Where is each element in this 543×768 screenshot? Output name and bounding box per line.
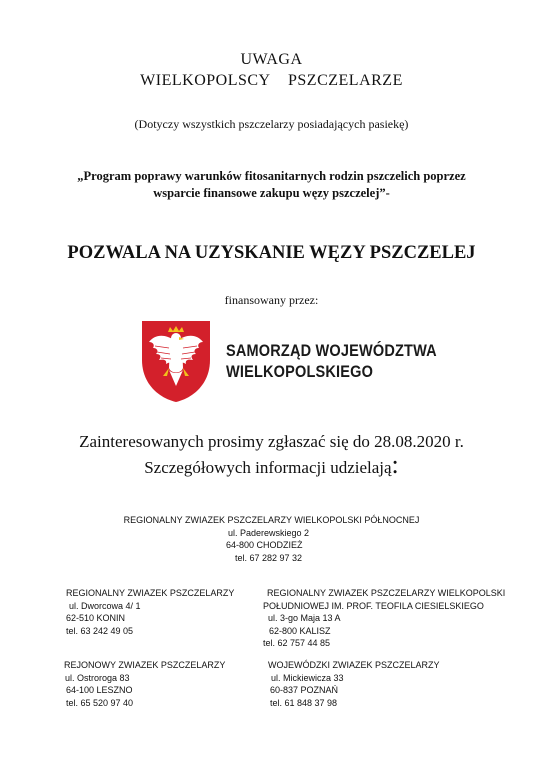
contact-poznan [268, 659, 440, 709]
info-notice [0, 450, 543, 479]
program-line-1: „Program poprawy warunków fitosanitarnych rodzin pszczelich poprzez [77, 169, 466, 183]
logo-text-line-2: WIELKOPOLSKIEGO [226, 363, 374, 381]
coat-of-arms-logo [139, 318, 213, 404]
contact-south-name-2: POŁUDNIOWEJ IM. PROF. TEOFILA CIESIELSKIEGO [263, 600, 484, 611]
contact-konin [66, 587, 234, 637]
contact-south-name-1: REGIONALNY ZWIAZEK PSZCZELARZY WIELKOPOLSKI [267, 588, 506, 598]
contact-leszno-name: REJONOWY ZWIAZEK PSZCZELARZY [64, 660, 226, 670]
headline: POZWALA NA UZYSKANIE WĘZY PSZCZELEJ [67, 243, 476, 263]
contact-konin-phone: tel. 63 242 49 05 [66, 625, 134, 636]
contact-leszno [64, 659, 225, 709]
deadline-notice: Zainteresowanych prosimy zgłaszać się do 28.08.2020 r. [79, 432, 464, 451]
contact-north-city: 64-800 CHODZIEŻ [226, 540, 303, 550]
contact-konin-street: ul. Dworcowa 4/ 1 [69, 600, 141, 611]
subtitle: (Dotyczy wszystkich pszczelarzy posiadających pasiekę) [134, 117, 409, 131]
contact-leszno-city: 64-100 LESZNO [66, 685, 133, 695]
contact-south-city: 62-800 KALISZ [269, 625, 331, 636]
contact-leszno-phone: tel. 65 520 97 40 [66, 697, 134, 708]
heading-beekeepers: WIELKOPOLSCY PSZCZELARZE [140, 72, 403, 89]
logo-text-line-1: SAMORZĄD WOJEWÓDZTWA [226, 342, 437, 360]
contact-poznan-name: WOJEWÓDZKI ZWIAZEK PSZCZELARZY [268, 660, 440, 670]
contact-konin-name: REGIONALNY ZWIAZEK PSZCZELARZY [66, 588, 235, 598]
info-notice-colon: : [391, 450, 399, 479]
contact-north-phone: tel. 67 282 97 32 [235, 552, 303, 563]
eagle-coat-of-arms-icon [139, 318, 213, 404]
contact-leszno-street: ul. Ostroroga 83 [65, 672, 130, 683]
contact-south-street: ul. 3-go Maja 13 A [268, 613, 341, 623]
contact-poznan-city: 60-837 POZNAŃ [270, 685, 339, 695]
contact-north [0, 514, 543, 564]
contact-north-street: ul. Paderewskiego 2 [228, 527, 310, 538]
contact-konin-city: 62-510 KONIN [66, 613, 126, 623]
contact-north-name: REGIONALNY ZWIAZEK PSZCZELARZY WIELKOPOLSKI PÓŁNOCNEJ [123, 515, 420, 525]
contact-south [263, 587, 505, 650]
contact-poznan-phone: tel. 61 848 37 98 [270, 697, 338, 708]
heading-uwaga: UWAGA [240, 51, 303, 68]
program-line-2: wsparcie finansowe zakupu węzy pszczelej”- [153, 186, 390, 200]
contact-poznan-street: ul. Mickiewicza 33 [271, 672, 344, 683]
contact-south-phone: tel. 62 757 44 85 [263, 638, 331, 648]
info-notice-text: Szczegółowych informacji udzielają [144, 458, 392, 477]
financed-by-label: finansowany przez: [224, 293, 319, 307]
